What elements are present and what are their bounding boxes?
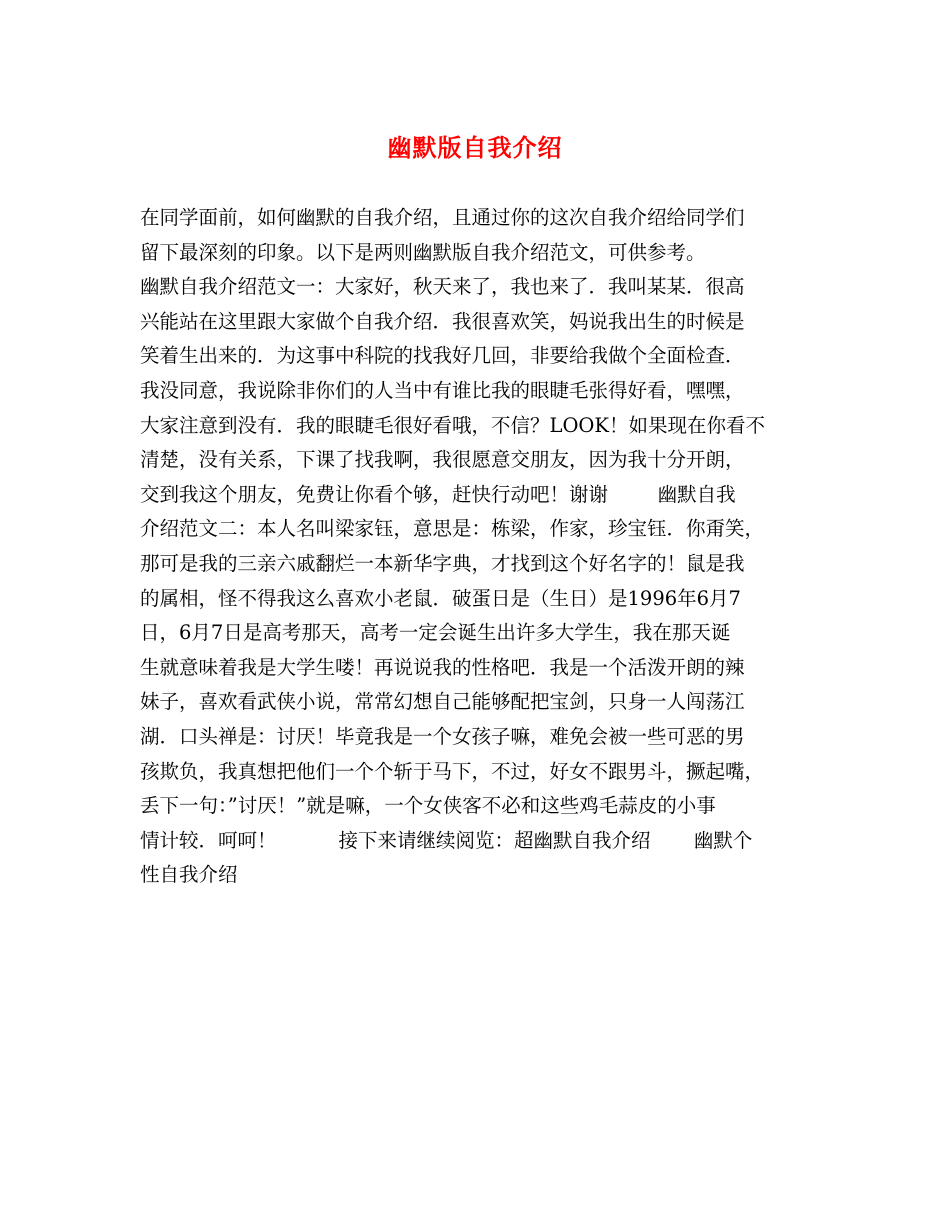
body-line: 性自我介绍	[140, 863, 238, 887]
body-line: 大家注意到没有．我的眼睫毛很好看哦，不信？LOOK！如果现在你看不	[140, 413, 765, 437]
body-line: 笑着生出来的．为这事中科院的找我好几回，非要给我做个全面检查．	[140, 344, 745, 368]
body-line: 丢下一句：”讨厌！”就是嘛，一个女侠客不必和这些鸡毛蒜皮的小事	[140, 794, 716, 818]
body-line: 交到我这个朋友，免费让你看个够，赶快行动吧！谢谢 幽默自我	[140, 482, 736, 506]
body-line: 生就意味着我是大学生喽！再说说我的性格吧．我是一个活泼开朗的辣	[140, 655, 745, 679]
body-line: 留下最深刻的印象。以下是两则幽默版自我介绍范文，可供参考。	[140, 240, 706, 264]
body-line: 兴能站在这里跟大家做个自我介绍．我很喜欢笑，妈说我出生的时候是	[140, 309, 745, 333]
document-body	[140, 201, 815, 893]
body-line: 妹子，喜欢看武侠小说，常常幻想自己能够配把宝剑，只身一人闯荡江	[140, 690, 745, 714]
body-line: 湖．口头禅是：讨厌！毕竟我是一个女孩子嘛，难免会被一些可恶的男	[140, 724, 745, 748]
body-line: 情计较．呵呵！ 接下来请继续阅览：超幽默自我介绍 幽默个	[140, 828, 753, 852]
body-line: 孩欺负，我真想把他们一个个斩于马下，不过，好女不跟男斗，撅起嘴，	[140, 759, 765, 783]
body-line: 我没同意，我说除非你们的人当中有谁比我的眼睫毛张得好看，嘿嘿，	[140, 378, 745, 402]
body-line: 那可是我的三亲六戚翻烂一本新华字典，才找到这个好名字的！鼠是我	[140, 551, 745, 575]
body-line: 日，6月7日是高考那天，高考一定会诞生出许多大学生，我在那天诞	[140, 621, 731, 645]
body-line: 介绍范文二：本人名叫梁家钰，意思是：栋梁，作家，珍宝钰．你甭笑，	[140, 517, 765, 541]
body-line: 在同学面前，如何幽默的自我介绍，且通过你的这次自我介绍给同学们	[140, 206, 745, 229]
body-line: 清楚，没有关系，下课了找我啊，我很愿意交朋友，因为我十分开朗，	[140, 448, 745, 472]
document-title: 幽默版自我介绍	[387, 133, 563, 162]
body-line: 幽默自我介绍范文一：大家好，秋天来了，我也来了．我叫某某．很高	[140, 275, 745, 299]
body-line: 的属相，怪不得我这么喜欢小老鼠．破蛋日是（生日）是1996年6月7	[140, 586, 741, 610]
